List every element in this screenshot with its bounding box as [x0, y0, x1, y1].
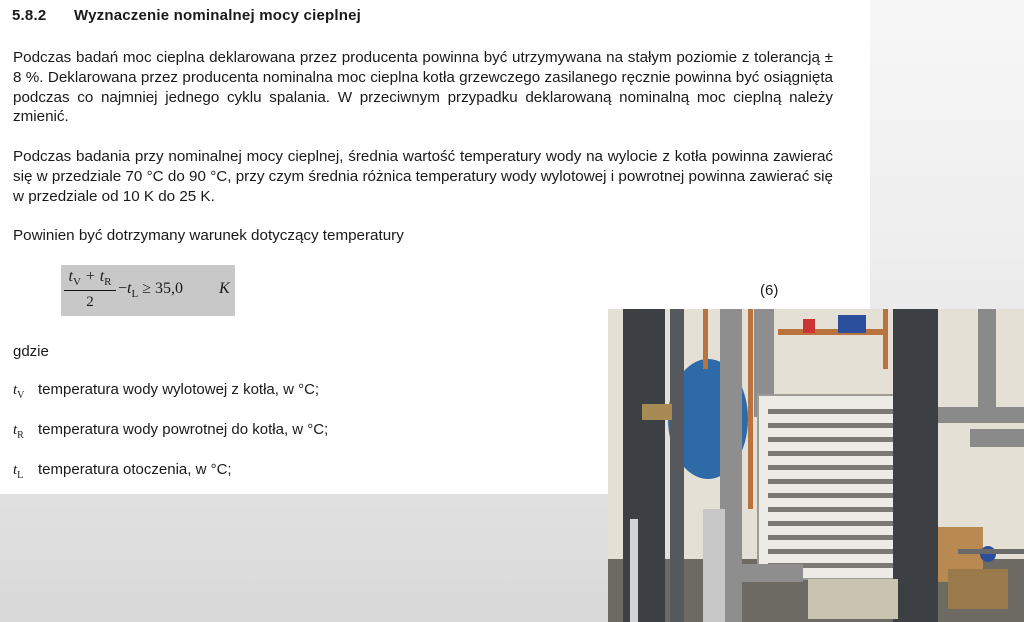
where-label: gdzie	[13, 343, 49, 360]
definition-tl	[13, 461, 232, 481]
formula-denominator: 2	[86, 294, 94, 311]
definition-text: temperatura wody wylotowej z kotła, w °C;	[38, 381, 320, 398]
definition-symbol: $t_R$	[13, 422, 24, 441]
boiler-room-illustration	[608, 309, 1024, 622]
paragraph-tolerance: Podczas badań moc cieplna deklarowana przez producenta powinna być utrzymywana na stałym poziomie z tolerancją ± 8 %. Deklarowana przez producenta nominalna moc cieplna kotła grzewczego zasilanego ręcznie powinna być osiągnięta podczas co najmniej jednego cyklu spalania. W przeciwnym przypadku deklarowaną nominalną moc cieplną należy zmienić.	[13, 49, 833, 126]
formula-unit: K	[219, 280, 230, 297]
formula-rest: $-t_L \ge 35,0$	[118, 280, 183, 301]
formula-numerator: $t_V + t_R$	[68, 268, 112, 289]
formula-fraction	[64, 268, 116, 311]
definition-tr	[13, 421, 328, 441]
definition-symbol: $t_V$	[13, 382, 25, 401]
fraction-bar	[64, 290, 116, 291]
definition-symbol: $t_L$	[13, 462, 24, 481]
paragraph-condition: Powinien być dotrzymany warunek dotyczący temperatury	[13, 227, 404, 244]
temperature-formula	[61, 265, 235, 316]
paragraph-water-temperature: Podczas badania przy nominalnej mocy cieplnej, średnia wartość temperatury wody na wylocie z kotła powinna zawierać się w przedziale 70 °C do 90 °C, przy czym średnia różnica temperatury wody wylotowej i powrotnej powinna zawierać się w przedziale od 10 K do 25 K.	[13, 148, 833, 205]
equation-number: (6)	[760, 282, 779, 299]
definition-text: temperatura wody powrotnej do kotła, w °C;	[38, 421, 329, 438]
definition-text: temperatura otoczenia, w °C;	[38, 461, 232, 478]
section-number: 5.8.2	[12, 7, 47, 24]
definition-tv	[13, 381, 319, 401]
unit-heater-photo	[608, 309, 1024, 622]
section-title: Wyznaczenie nominalnej mocy cieplnej	[74, 7, 362, 24]
section-heading	[12, 7, 361, 24]
